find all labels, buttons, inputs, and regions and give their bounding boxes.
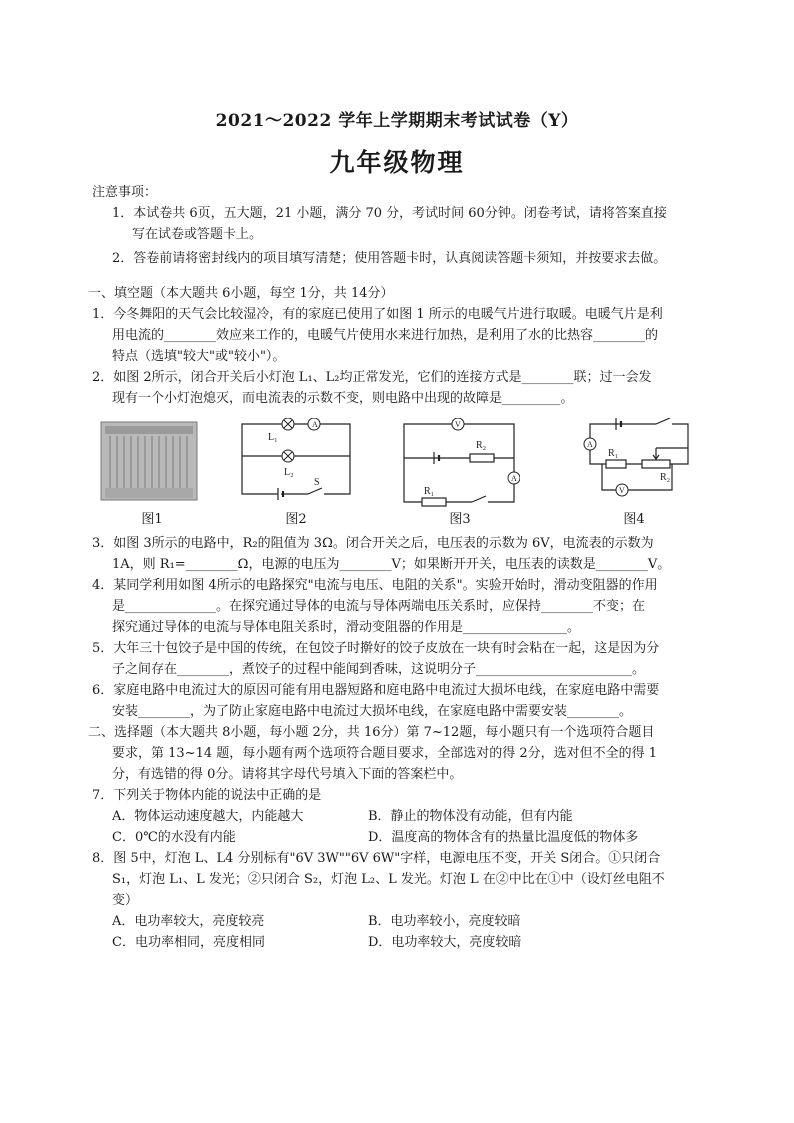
circuit-diagram-3 bbox=[400, 418, 520, 508]
option-a: A．物体运动速度越大，内能越大 bbox=[112, 809, 304, 824]
section-heading: 分，有选错的得 0分。请将其字母代号填入下面的答案栏中。 bbox=[112, 767, 463, 782]
question-line: 探究通过导体的电流与导体电阻关系时，滑动变阻器的作用是________________。 bbox=[112, 620, 581, 635]
ammeter-label: A bbox=[511, 474, 517, 483]
lamp-label-l2: L₂ bbox=[284, 467, 294, 478]
question-line: 用电流的________效应来工作的，电暖气片使用水来进行加热，是利用了水的比热容________的 bbox=[112, 328, 659, 343]
option-row bbox=[92, 827, 702, 848]
section-heading: 二、选择题（本大题共 8小题，每小题 2分，共 16分）第 7~12题，每小题只有一个选项符合题目 bbox=[88, 725, 655, 740]
section-heading: 一、填空题（本大题共 6小题，每空 1分，共 14分） bbox=[88, 286, 394, 301]
multiple-choice-section bbox=[88, 722, 702, 953]
resistor-label-r1: R₁ bbox=[424, 486, 435, 497]
figure-caption: 图4 bbox=[623, 512, 645, 527]
section-heading: 要求，第 13~14 题，每小题有两个选项符合题目要求，全部选对的得 2分，选对但不全的得 1 bbox=[112, 746, 658, 761]
option-b: B．静止的物体没有动能，但有内能 bbox=[368, 809, 573, 824]
question-stem: 7．下列关于物体内能的说法中正确的是 bbox=[92, 788, 322, 803]
exam-title: 2021～2022 学年上学期期末考试试卷（Y） bbox=[215, 111, 579, 131]
question-line: 1A，则 R₁=________Ω，电源的电压为________V；如果断开开关，电压表的读数是________V。 bbox=[112, 557, 671, 572]
figures-row bbox=[100, 418, 700, 530]
question-line: 5．大年三十包饺子是中国的传统，在包饺子时擀好的饺子皮放在一块有时会粘在一起，这是因为分 bbox=[92, 641, 660, 656]
question-line: 子之间存在________，煮饺子的过程中能闻到香味，这说明分子________________________。 bbox=[112, 662, 646, 677]
option-c: C．电功率相同，亮度相同 bbox=[112, 935, 265, 950]
question-line: 3．如图 3所示的电路中，R₂的阻值为 3Ω。闭合开关之后，电压表的示数为 6V，电流表的示数为 bbox=[92, 536, 654, 551]
notes-item: 2．答卷前请将密封线内的项目填写清楚；使用答题卡时，认真阅读答题卡须知，并按要求去做。 bbox=[112, 251, 667, 266]
notes-item: 写在试卷或答题卡上。 bbox=[132, 227, 263, 242]
voltmeter-label: V bbox=[455, 420, 461, 429]
exam-subject: 九年级物理 bbox=[329, 148, 465, 177]
switch-label: S bbox=[314, 477, 320, 488]
figure-caption: 图2 bbox=[285, 512, 307, 527]
option-c: C．0℃的水没有内能 bbox=[112, 830, 236, 845]
heater-photo bbox=[100, 418, 200, 504]
option-row bbox=[92, 806, 702, 827]
resistor-label-r1: R₁ bbox=[608, 448, 619, 459]
ammeter-label: A bbox=[312, 420, 318, 429]
circuit-diagram-4 bbox=[572, 418, 696, 504]
question-line: 是______________。在探究通过导体的电流与导体两端电压关系时，应保持________不变；在 bbox=[112, 599, 646, 614]
question-line: 安装________，为了防止家庭电路中电流过大损坏电线，在家庭电路中需要安装________。 bbox=[112, 704, 633, 719]
resistor-label-r2: R₂ bbox=[476, 440, 487, 451]
option-d: D．电功率较大，亮度较暗 bbox=[368, 935, 522, 950]
question-line: 8．图 5中，灯泡 L、L4 分别标有"6V 3W""6V 6W"字样，电源电压不变，开关 S闭合。①只闭合 bbox=[92, 851, 661, 866]
notes-section bbox=[92, 182, 702, 269]
voltmeter-label: V bbox=[619, 486, 625, 495]
question-line: 6．家庭电路中电流过大的原因可能有用电器短路和庭电路中电流过大损坏电线，在家庭电路中需要 bbox=[92, 683, 660, 698]
ammeter-label: A bbox=[587, 440, 593, 449]
question-line: S₁，灯泡 L₁、L 发光；②只闭合 S₂，灯泡 L₂、L 发光。灯泡 L 在②中比在①中（设灯丝电阻不 bbox=[112, 872, 665, 887]
option-row bbox=[92, 911, 702, 932]
rheostat-label-r2: R₂ bbox=[660, 472, 671, 483]
notes-item: 1．本试卷共 6页，五大题，21 小题，满分 70 分，考试时间 60分钟。闭卷考试，请将答案直接 bbox=[112, 206, 667, 221]
option-a: A．电功率较大，亮度较亮 bbox=[112, 914, 265, 929]
figure-caption: 图3 bbox=[449, 512, 471, 527]
figure-caption: 图1 bbox=[141, 512, 163, 527]
fill-blank-section bbox=[88, 283, 702, 409]
question-line: 现有一个小灯泡熄灭，而电流表的示数不变，则电路中出现的故障是_________。 bbox=[112, 391, 574, 406]
question-line: 变） bbox=[112, 893, 139, 908]
question-line: 1．今冬舞阳的天气会比较湿冷，有的家庭已使用了如图 1 所示的电暖气片进行取暖。电暖气片是利 bbox=[92, 307, 663, 322]
option-row bbox=[92, 932, 702, 953]
option-d: D．温度高的物体含有的热量比温度低的物体多 bbox=[368, 830, 639, 845]
fill-blank-continued bbox=[92, 533, 702, 722]
circuit-diagram-2 bbox=[238, 418, 356, 504]
option-b: B．电功率较小，亮度较暗 bbox=[368, 914, 521, 929]
notes-heading: 注意事项： bbox=[92, 185, 158, 200]
lamp-label-l1: L₁ bbox=[268, 432, 278, 443]
question-line: 2．如图 2所示，闭合开关后小灯泡 L₁、L₂均正常发光，它们的连接方式是________联；过一会发 bbox=[92, 370, 652, 385]
question-line: 4．某同学利用如图 4所示的电路探究"电流与电压、电阻的关系"。实验开始时，滑动变阻器的作用 bbox=[92, 578, 658, 593]
question-line: 特点（选填"较大"或"较小"）。 bbox=[112, 349, 286, 364]
